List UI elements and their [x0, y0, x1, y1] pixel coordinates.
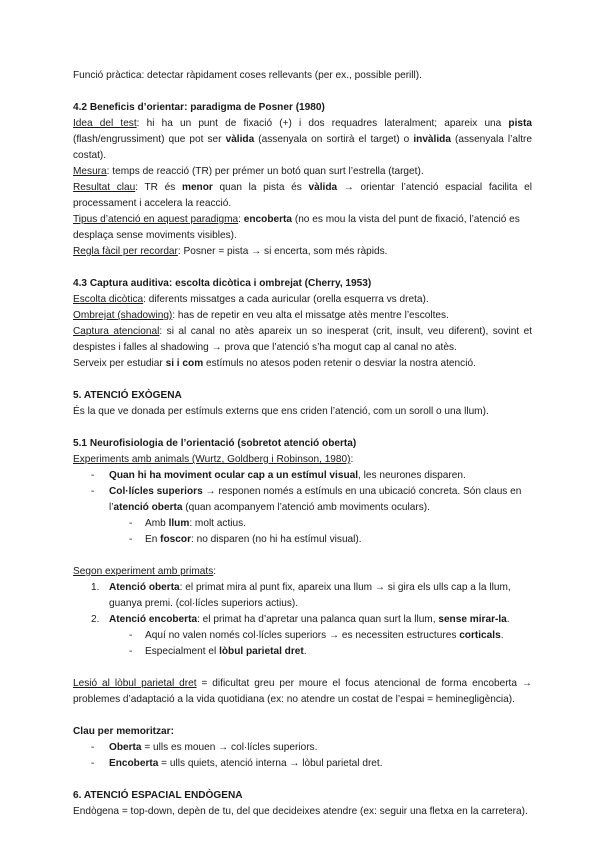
mesura-label: Mesura [73, 166, 107, 177]
list-item: - Oberta = ulls es mouen → col·lícles superiors. [73, 740, 532, 756]
lesio-paragraph: Lesió al lòbul parietal dret = dificultat greu per moure el focus atencional de forma encoberta → problemes d’adaptació a la vida quotidiana (ex: no atendre un costat de l’espai = heminegligència). [73, 678, 533, 705]
list-item: - Quan hi ha moviment ocular cap a un estímul visual, les neurones disparen. [73, 468, 532, 484]
ordered-item: 1. Atenció oberta: el primat mira al punt fix, apareix una llum → si gira els ulls cap a la llum, guanya premi. (col·lícles superiors actius). [91, 582, 511, 609]
idea-label: Idea del test [73, 118, 137, 129]
sub-list-item: - Amb llum: molt actius. [73, 516, 532, 532]
ordered-item: 2. Atenció encoberta: el primat ha d’apretar una palanca quan surt la llum, sense mirar-la. [73, 612, 532, 628]
mesura-paragraph: Mesura: temps de reacció (TR) per prémer un botó quan surt l’estrella (target). [73, 166, 424, 177]
segon-label-line: Segon experiment amb primats: [73, 566, 217, 577]
captura-paragraph: Captura atencional: si al canal no atès apareix un so inesperat (crit, insult, veu diferent), sovint et despistes i falles al shadowing → prova que l’atenció s’ha mogut cap al canal no atès. [73, 326, 532, 353]
serveix-paragraph: Serveix per estudiar si i com estímuls no atesos poden retenir o desviar la nostra atenció. [73, 358, 476, 369]
intro-line: Funció pràctica: detectar ràpidament coses rellevants (per ex., possible perill). [73, 70, 422, 81]
list-item: - Col·lícles superiors → responen només a estímuls en una ubicació concreta. Són claus en l’atenció oberta (quan acompanyem l’atenció amb moviments oculars). [91, 486, 522, 513]
section-5-text: És la que ve donada per estímuls externs que ens criden l’atenció, com un soroll o una llum). [73, 406, 489, 417]
lesio-label: Lesió al lòbul parietal dret [73, 678, 197, 689]
sub-list-item: - Especialment el lòbul parietal dret. [73, 644, 532, 660]
list-item: - Encoberta = ulls quiets, atenció interna → lòbul parietal dret. [73, 756, 532, 772]
experiments-label-line: Experiments amb animals (Wurtz, Goldberg i Robinson, 1980): [73, 454, 354, 465]
bullet-dash: - [91, 758, 95, 769]
section-5-heading: 5. ATENCIÓ EXÒGENA [73, 390, 182, 401]
idea-paragraph: Idea del test: hi ha un punt de fixació (+) i dos requadres lateralment; apareix una pista (flash/engrussiment) que pot ser vàlida (assenyala on sortirà el target) o invàlida (assenyala l’altre costat). [73, 118, 532, 161]
tipus-label: Tipus d’atenció en aquest paradigma [73, 214, 239, 225]
sub-list-item: - En foscor: no disparen (no hi ha estímul visual). [73, 532, 532, 548]
escolta-label: Escolta dicòtica [73, 294, 144, 305]
bullet-dash: - [129, 646, 133, 657]
sub-list-item: - Aquí no valen només col·lícles superiors → es necessiten estructures corticals. [73, 628, 532, 644]
bullet-dash: - [91, 486, 95, 497]
experiments-label: Experiments amb animals (Wurtz, Goldberg i Robinson, 1980) [73, 454, 351, 465]
bullet-dash: - [129, 534, 133, 545]
section-4-2-heading: 4.2 Beneficis d’orientar: paradigma de Posner (1980) [73, 102, 325, 113]
regla-label: Regla fàcil per recordar [73, 246, 178, 257]
section-5-1-heading: 5.1 Neurofisiologia de l’orientació (sobretot atenció oberta) [73, 438, 357, 449]
bullet-dash: - [129, 518, 133, 529]
ombrejat-paragraph: Ombrejat (shadowing): has de repetir en veu alta el missatge atès mentre l’escoltes. [73, 310, 449, 321]
escolta-paragraph: Escolta dicòtica: diferents missatges a cada auricular (orella esquerra vs dreta). [73, 294, 429, 305]
section-6-text: Endògena = top-down, depèn de tu, del que decideixes atendre (ex: seguir una fletxa en la carretera). [73, 806, 528, 817]
resultat-paragraph: Resultat clau: TR és menor quan la pista és vàlida → orientar l’atenció espacial facilita el processament i accelera la reacció. [73, 182, 532, 209]
tipus-paragraph: Tipus d’atenció en aquest paradigma: encoberta (no es mou la vista del punt de fixació, l’atenció es desplaça sense moviments visibles). [73, 214, 520, 241]
section-6-heading: 6. ATENCIÓ ESPACIAL ENDÒGENA [73, 790, 243, 801]
regla-paragraph: Regla fàcil per recordar: Posner = pista → si encerta, som més ràpids. [73, 246, 388, 257]
section-4-3-heading: 4.3 Captura auditiva: escolta dicòtica i ombrejat (Cherry, 1953) [73, 278, 372, 289]
clau-heading: Clau per memoritzar: [73, 726, 174, 737]
bullet-dash: - [129, 630, 133, 641]
bullet-dash: - [91, 470, 95, 481]
captura-label: Captura atencional [73, 326, 160, 337]
list-number: 2. [91, 614, 100, 625]
list-number: 1. [91, 582, 100, 593]
segon-label: Segon experiment amb primats [73, 566, 214, 577]
resultat-label: Resultat clau [73, 182, 136, 193]
ombrejat-label: Ombrejat (shadowing) [73, 310, 173, 321]
bullet-dash: - [91, 742, 95, 753]
